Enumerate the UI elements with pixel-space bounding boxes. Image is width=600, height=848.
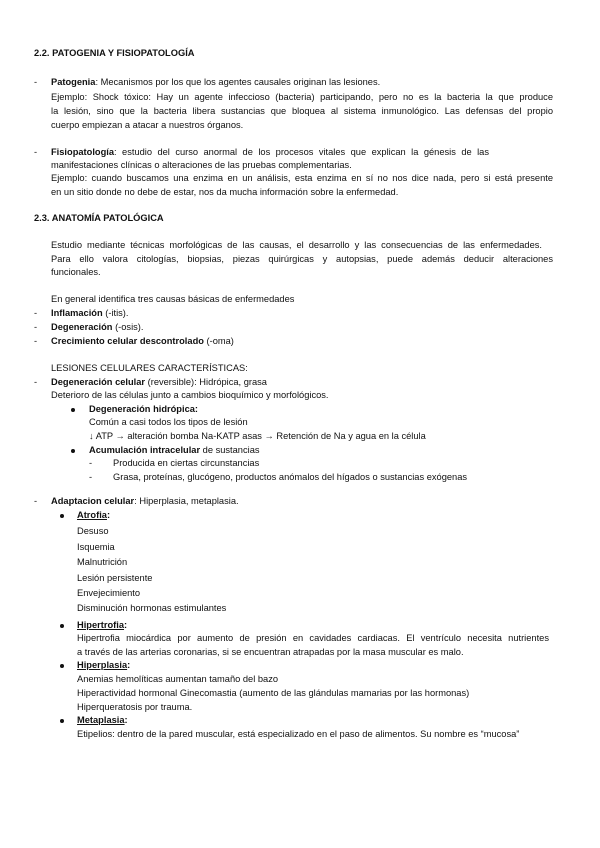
patogenia-example-2: la lesión, sino que la bacteria libera sustancias que bloquea al sistema inmunológico. Las defensas del propio	[51, 106, 553, 116]
fisiopatologia-example-2: en un sitio donde no debe de estar, nos da mucha información sobre la enfermedad.	[51, 187, 399, 197]
cause-suffix: (-osis).	[112, 322, 144, 332]
atrofia-item: Envejecimiento	[77, 588, 141, 598]
adaptacion-celular-rest: : Hiperplasia, metaplasia.	[134, 496, 239, 506]
lesiones-title: LESIONES CELULARES CARACTERÍSTICAS:	[51, 363, 248, 373]
acumulacion-line-1: Producida en ciertas circunstancias	[113, 458, 260, 468]
dash-bullet: -	[34, 336, 38, 346]
bullet-dot	[60, 624, 64, 628]
hidropica-line-1: Común a casi todos los tipos de lesión	[89, 417, 248, 427]
hipertrofia-line-2: a través de las arterias coronarias, si se encuentran atrapadas por la masa muscular es malo.	[77, 647, 464, 657]
anatomia-paragraph-2: Para ello valora citologías, biopsias, piezas quirúrgicas y autopsias, puede además deducir alteraciones	[51, 254, 553, 264]
section-title-2-2: 2.2. PATOGENIA Y FISIOPATOLOGÍA	[34, 48, 195, 58]
cause-item-degeneracion	[51, 321, 143, 333]
term-atrofia: Atrofia	[77, 510, 107, 520]
hiperplasia-item: Hiperqueratosis por trauma.	[77, 702, 193, 712]
bullet-dot	[60, 514, 64, 518]
colon: :	[127, 660, 131, 670]
dash-bullet: -	[34, 496, 38, 506]
term-hiperplasia: Hiperplasia	[77, 660, 128, 670]
degeneracion-celular-rest: (reversible): Hidrópica, grasa	[145, 377, 267, 387]
cause-suffix: (-itis).	[102, 308, 129, 318]
dash-bullet: -	[89, 458, 93, 468]
fisiopatologia-example-1: Ejemplo: cuando buscamos una enzima en un análisis, esta enzima en sí no nos dice nada, pero si está presente	[51, 173, 553, 183]
dash-bullet: -	[34, 322, 38, 332]
cause-item-crecimiento	[51, 335, 234, 347]
anatomia-paragraph-3: funcionales.	[51, 267, 101, 277]
acumulacion-title-line	[89, 444, 260, 456]
atrofia-item: Lesión persistente	[77, 573, 153, 583]
hidropica-title-line	[89, 403, 198, 415]
term-acumulacion: Acumulación intracelular	[89, 445, 201, 455]
hipertrofia-title-line	[77, 619, 127, 631]
atrofia-item: Disminución hormonas estimulantes	[77, 603, 227, 613]
dash-bullet: -	[89, 472, 93, 482]
bullet-dot	[60, 664, 64, 668]
bullet-dot	[60, 719, 64, 723]
degeneracion-description: Deterioro de las células junto a cambios bioquímico y morfológicos.	[51, 390, 329, 400]
section-title-2-3: 2.3. ANATOMÍA PATOLÓGICA	[34, 213, 164, 223]
fisiopatologia-line	[51, 146, 489, 158]
term-degeneracion-hidropica: Degeneración hidrópica	[89, 404, 195, 414]
term-adaptacion-celular: Adaptacion celular	[51, 496, 135, 506]
hidropica-line-2: ↓ ATP → alteración bomba Na-KATP asas → Retención de Na y agua en la célula	[89, 431, 426, 441]
hiperplasia-item: Anemias hemolíticas aumentan tamaño del bazo	[77, 674, 279, 684]
patogenia-example-1: Ejemplo: Shock tóxico: Hay un agente infeccioso (bacteria) participando, pero no es la bacteria la que produce	[51, 92, 553, 102]
cause-term: Degeneración	[51, 322, 113, 332]
colon: :	[106, 510, 111, 520]
atrofia-item: Isquemia	[77, 542, 115, 552]
hipertrofia-line-1: Hipertrofia miocárdica por aumento de presión en cavidades cardiacas. El ventrículo necesita nutrientes	[77, 633, 549, 643]
hiperplasia-title-line	[77, 659, 130, 671]
colon: :	[124, 715, 128, 725]
cause-item-inflamacion	[51, 307, 129, 319]
bullet-dot	[71, 449, 75, 453]
hiperplasia-item: Hiperactividad hormonal Ginecomastia (aumento de las glándulas mamarias por las hormonas)	[77, 688, 470, 698]
metaplasia-line-1: Etipelios: dentro de la pared muscular, está especializado en el paso de alimentos. Su nombre es “mucosa”	[77, 729, 520, 739]
term-fisiopatologia: Fisiopatología	[51, 147, 115, 157]
patogenia-definition: : Mecanismos por los que los agentes causales originan las lesiones.	[95, 77, 381, 87]
patogenia-line	[51, 76, 380, 88]
anatomia-paragraph-1: Estudio mediante técnicas morfológicas de las causas, el desarrollo y las consecuencias de las enfermedades.	[51, 240, 542, 250]
fisiopatologia-definition-2: manifestaciones clínicas o alteraciones de las pruebas complementarias.	[51, 160, 352, 170]
adaptacion-celular-line	[51, 495, 239, 507]
dash-bullet: -	[34, 377, 38, 387]
cause-suffix: (-oma)	[203, 336, 234, 346]
fisiopatologia-definition-1: : estudio del curso anormal de los procesos vitales que explican la génesis de las	[114, 147, 489, 157]
term-degeneracion-celular: Degeneración celular	[51, 377, 146, 387]
cause-term: Inflamación	[51, 308, 103, 318]
term-hipertrofia: Hipertrofia	[77, 620, 125, 630]
atrofia-title-line	[77, 509, 110, 521]
term-metaplasia: Metaplasia	[77, 715, 125, 725]
metaplasia-title-line	[77, 714, 128, 726]
dash-bullet: -	[34, 77, 38, 87]
term-patogenia: Patogenia	[51, 77, 96, 87]
atrofia-item: Desuso	[77, 526, 109, 536]
colon: :	[194, 404, 199, 414]
patogenia-example-3: cuerpo empiezan a atacar a nuestros órganos.	[51, 120, 244, 130]
dash-bullet: -	[34, 147, 38, 157]
acumulacion-line-2: Grasa, proteínas, glucógeno, productos anómalos del hígados o sustancias exógenas	[113, 472, 468, 482]
colon: :	[124, 620, 128, 630]
bullet-dot	[71, 408, 75, 412]
atrofia-item: Malnutrición	[77, 557, 128, 567]
degeneracion-celular-line	[51, 376, 267, 388]
cause-term: Crecimiento celular descontrolado	[51, 336, 204, 346]
causes-intro: En general identifica tres causas básicas de enfermedades	[51, 294, 295, 304]
dash-bullet: -	[34, 308, 38, 318]
acumulacion-rest: de sustancias	[200, 445, 260, 455]
